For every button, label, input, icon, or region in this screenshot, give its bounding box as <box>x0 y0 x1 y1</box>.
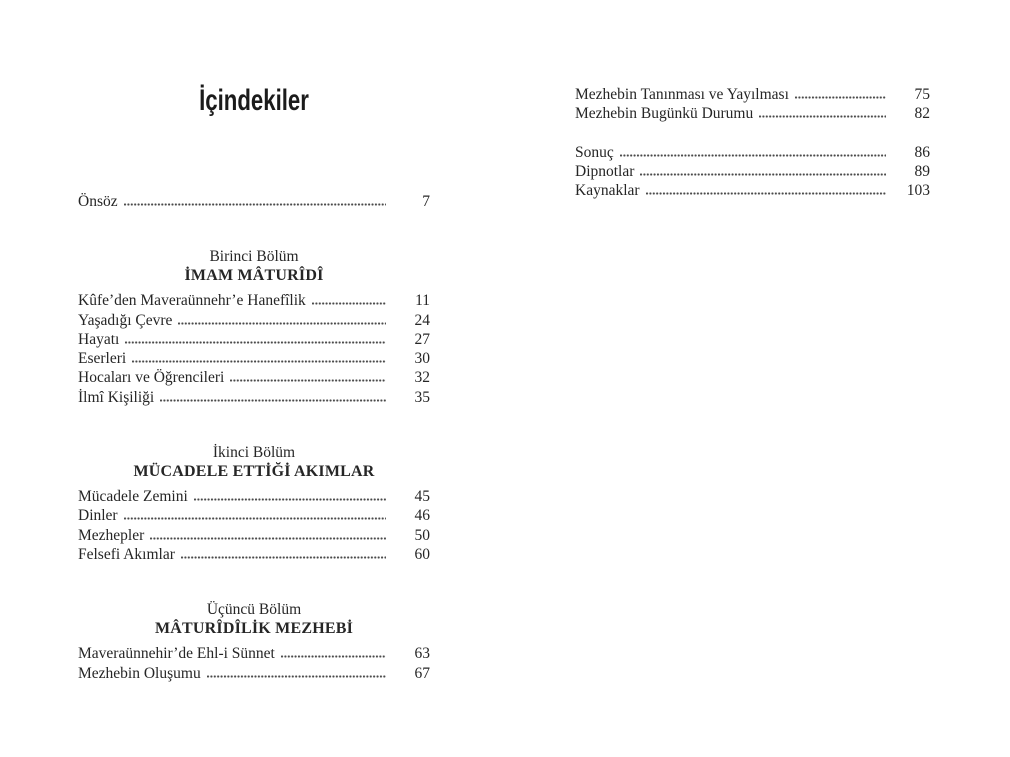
toc-entry-page: 46 <box>414 507 430 525</box>
section-heading: MÜCADELE ETTİĞİ AKIMLAR <box>133 463 375 481</box>
toc-section-2 <box>78 443 430 564</box>
toc-entry <box>78 349 430 368</box>
section-subtitle: Birinci Bölüm <box>209 248 299 266</box>
toc-entry-label: Kûfe’den Maveraünnehr’e Hanefîlik <box>78 292 306 310</box>
toc-entry-label: Mezhebin Bugünkü Durumu <box>575 105 754 123</box>
toc-entry-page: 50 <box>414 526 430 544</box>
toc-entry <box>78 291 430 310</box>
dot-leader <box>281 655 386 658</box>
toc-entry-page: 7 <box>422 193 430 210</box>
toc-entry <box>78 330 430 349</box>
toc-entry-label: Hocaları ve Öğrencileri <box>78 369 225 387</box>
dot-leader <box>640 173 886 176</box>
section-heading: İMAM MÂTURÎDÎ <box>184 267 324 285</box>
toc-entry-label: Hayatı <box>78 330 120 348</box>
toc-entry-label: İlmî Kişiliği <box>78 388 155 406</box>
toc-entry <box>78 192 430 211</box>
dot-leader <box>620 154 886 157</box>
toc-entry-page: 60 <box>414 545 430 563</box>
toc-entry-label: Mezhepler <box>78 526 145 544</box>
toc-entry <box>575 162 930 181</box>
toc-entry-page: 82 <box>914 105 930 123</box>
toc-entry-label: Dipnotlar <box>575 162 635 180</box>
toc-entry <box>575 143 930 162</box>
dot-leader <box>181 556 386 559</box>
dot-leader <box>312 302 386 305</box>
toc-entry <box>78 487 430 506</box>
toc-entry <box>78 368 430 387</box>
toc-entry-label: Felsefi Akımlar <box>78 545 175 563</box>
toc-entry-page: 32 <box>414 369 430 387</box>
toc-entry-label: Maveraünnehir’de Ehl-i Sünnet <box>78 645 275 663</box>
dot-leader <box>160 399 386 402</box>
toc-entry-page: 11 <box>415 292 430 310</box>
dot-leader <box>132 360 386 363</box>
toc-entry-page: 89 <box>914 162 930 180</box>
dot-leader <box>795 96 886 99</box>
toc-entry <box>78 526 430 545</box>
toc-entry <box>78 644 430 663</box>
toc-entry-page: 45 <box>414 488 430 506</box>
section-subtitle: İkinci Bölüm <box>212 444 296 462</box>
toc-entry <box>78 388 430 407</box>
toc-left-column <box>78 84 430 683</box>
toc-entry-page: 30 <box>414 350 430 368</box>
toc-entry-label: Önsöz <box>78 193 118 210</box>
dot-leader <box>759 115 886 118</box>
toc-entry-label: Eserleri <box>78 350 127 368</box>
toc-entry <box>78 545 430 564</box>
toc-entry-label: Mezhebin Oluşumu <box>78 664 201 682</box>
dot-leader <box>124 203 386 206</box>
toc-entry <box>78 311 430 330</box>
toc-entry-page: 27 <box>414 330 430 348</box>
toc-entry <box>575 104 930 123</box>
page-title: İçindekiler <box>199 84 309 117</box>
toc-entry <box>78 506 430 525</box>
toc-entry <box>575 85 930 104</box>
dot-leader <box>150 537 386 540</box>
toc-right-column <box>575 85 930 200</box>
dot-leader <box>194 498 386 501</box>
dot-leader <box>125 341 386 344</box>
toc-section-3 <box>78 600 430 683</box>
toc-entry-label: Mücadele Zemini <box>78 488 188 506</box>
toc-right-group-1 <box>575 85 930 124</box>
toc-section-1 <box>78 247 430 407</box>
toc-entry-page: 67 <box>414 664 430 682</box>
toc-right-group-2 <box>575 143 930 201</box>
toc-entry-page: 103 <box>906 182 930 200</box>
dot-leader <box>178 322 386 325</box>
toc-entry <box>575 181 930 200</box>
toc-entry-page: 75 <box>914 86 930 103</box>
toc-entry-label: Mezhebin Tanınması ve Yayılması <box>575 86 789 103</box>
dot-leader <box>207 675 386 678</box>
toc-entry-page: 35 <box>414 388 430 406</box>
toc-entry-page: 63 <box>414 645 430 663</box>
toc-entry <box>78 664 430 683</box>
section-subtitle: Üçüncü Bölüm <box>206 601 302 619</box>
toc-entry-page: 86 <box>914 143 930 161</box>
toc-entry-label: Yaşadığı Çevre <box>78 311 173 329</box>
toc-entry-page: 24 <box>414 311 430 329</box>
dot-leader <box>230 379 386 382</box>
dot-leader <box>124 517 386 520</box>
dot-leader <box>646 192 886 195</box>
toc-entry-label: Dinler <box>78 507 118 525</box>
toc-entry-label: Sonuç <box>575 143 614 161</box>
section-heading: MÂTURÎDÎLİK MEZHEBİ <box>154 620 354 638</box>
toc-entry-label: Kaynaklar <box>575 182 640 200</box>
